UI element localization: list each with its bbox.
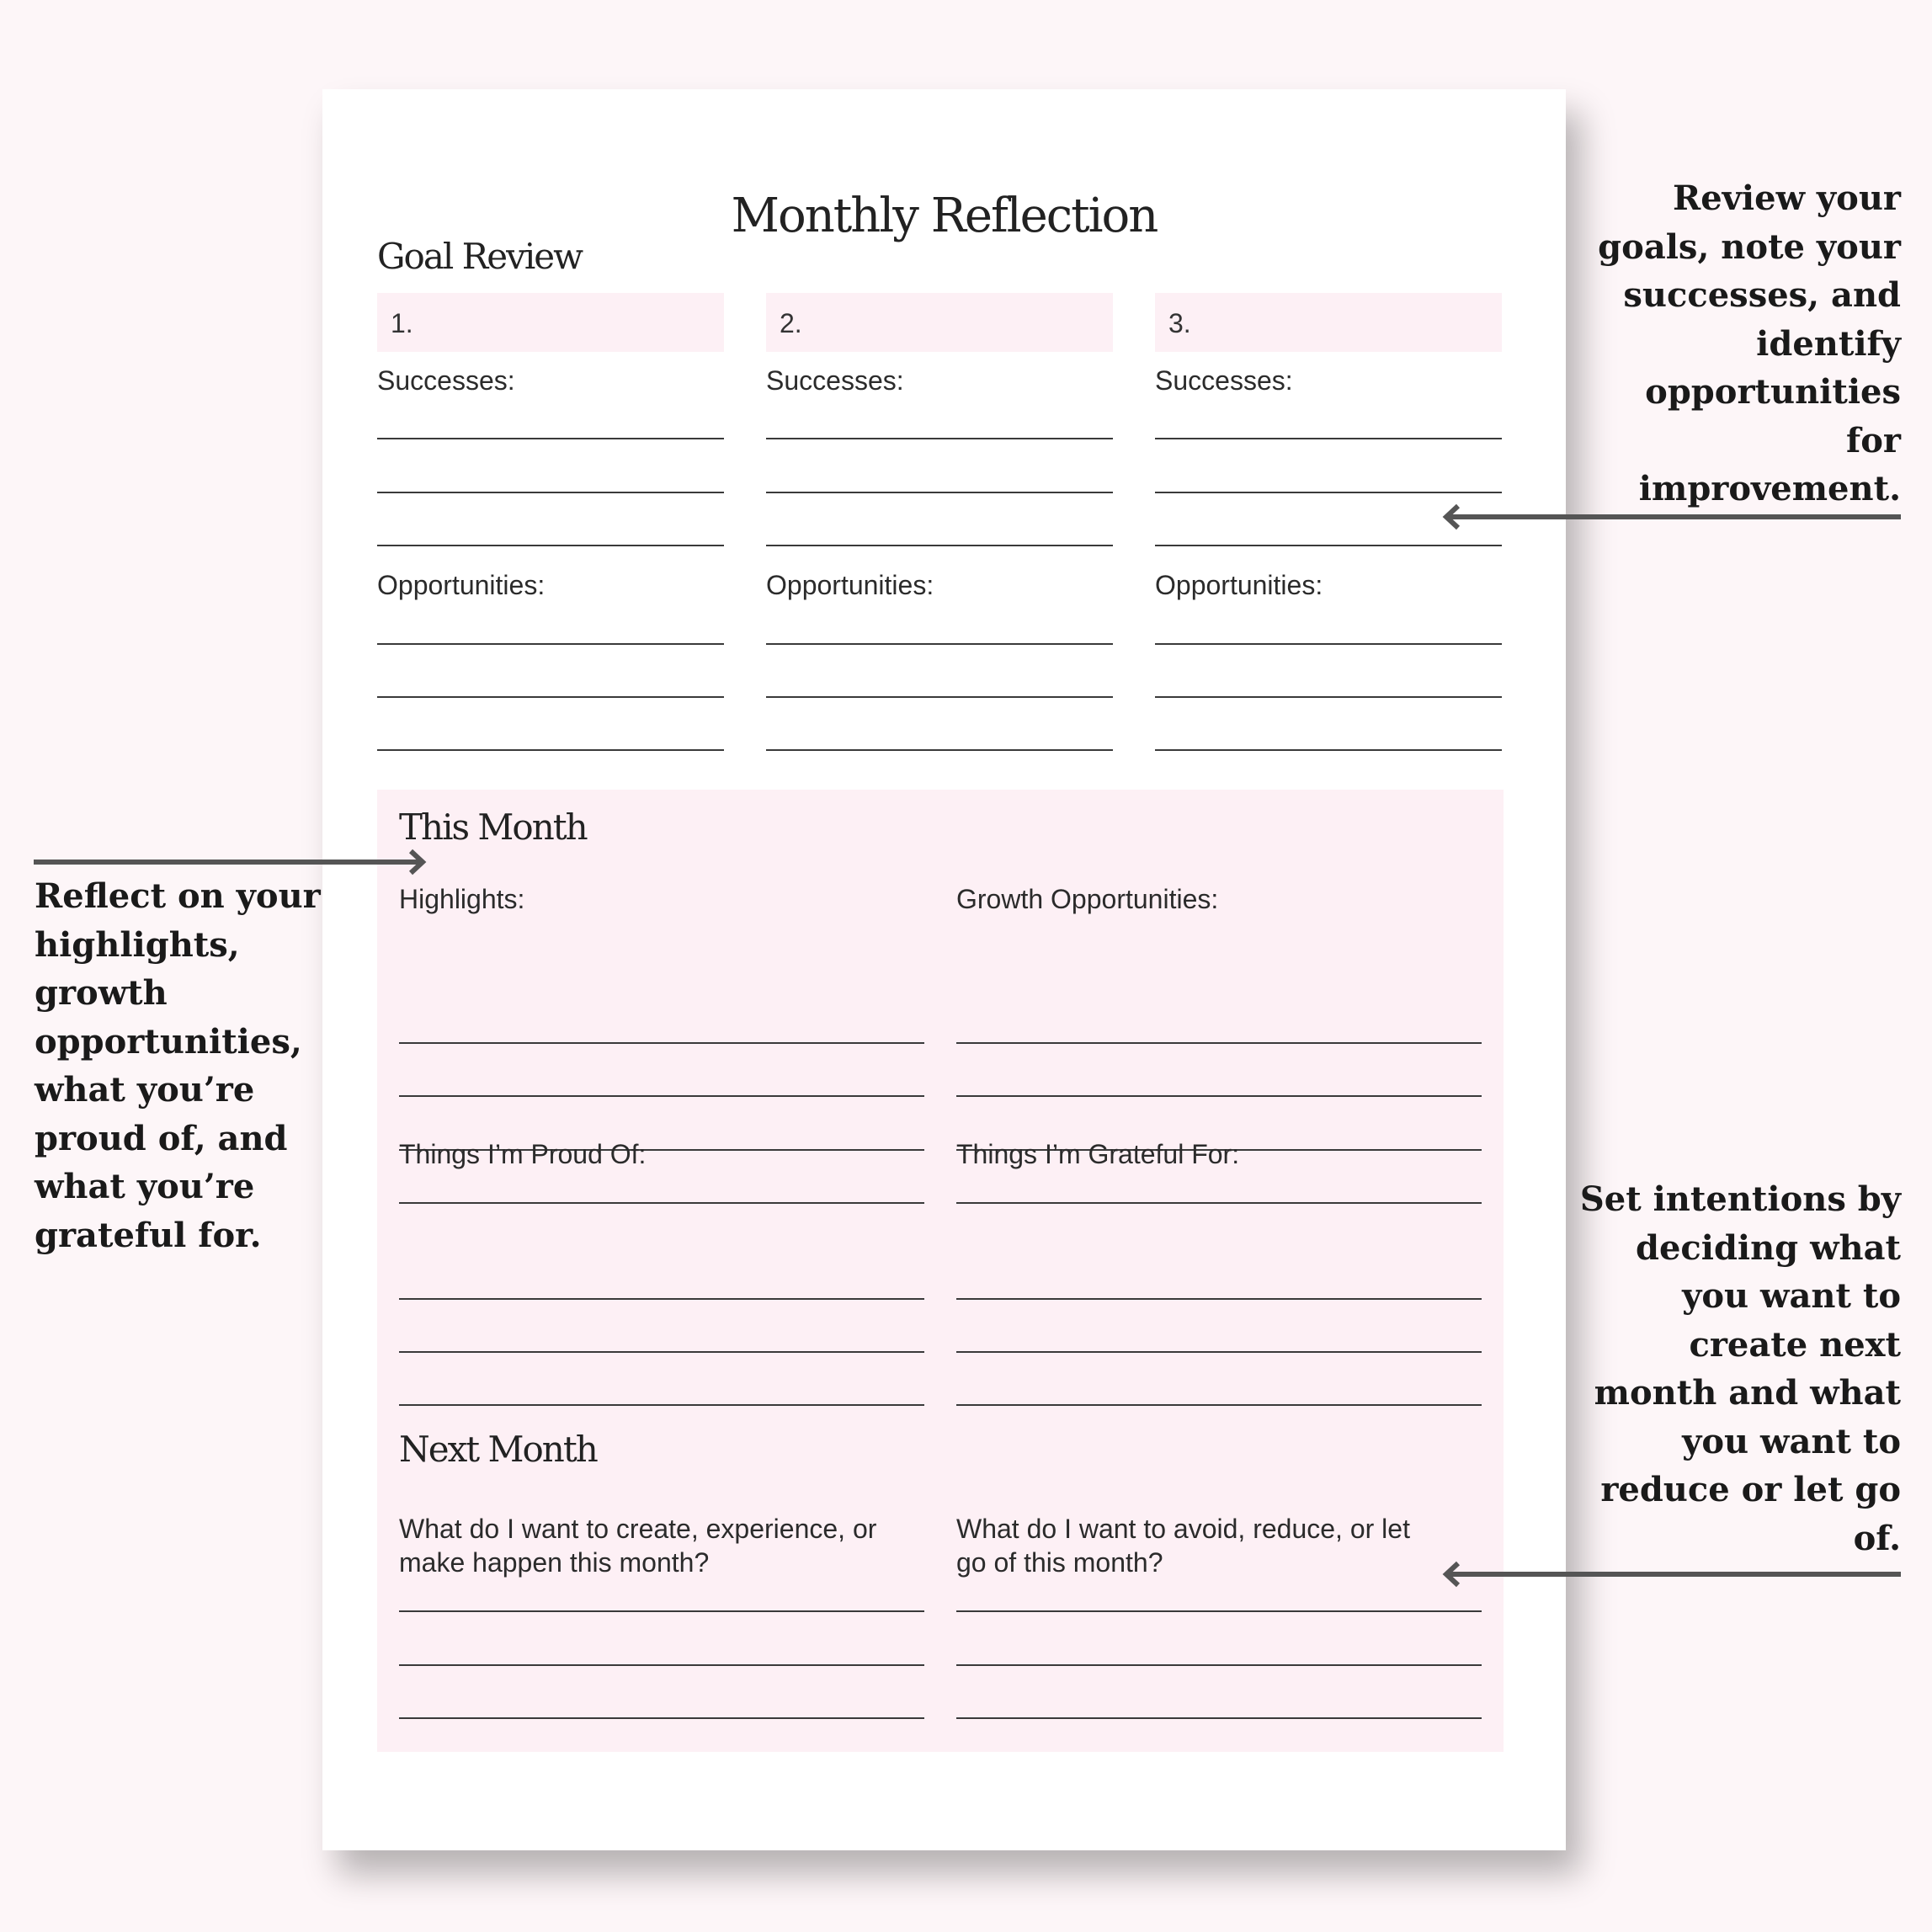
writing-line[interactable] <box>377 696 724 698</box>
writing-line[interactable] <box>766 492 1113 493</box>
writing-line[interactable] <box>399 1095 924 1097</box>
writing-line[interactable] <box>766 545 1113 546</box>
goal-column-2 <box>766 293 1113 352</box>
annotation-line: month and what <box>1594 1373 1901 1413</box>
annotation-line: for <box>1846 420 1901 460</box>
annotation-line: goals, note your <box>1598 226 1901 267</box>
left-arrow-icon <box>1441 1559 1903 1591</box>
create-question-line-1: What do I want to create, experience, or <box>399 1514 877 1544</box>
goal-column-3 <box>1155 293 1502 352</box>
annotation-line: Reflect on your <box>35 876 321 916</box>
successes-label-2: Successes: <box>766 365 904 396</box>
highlights-label: Highlights: <box>399 884 525 914</box>
annotation-line: deciding what <box>1635 1227 1901 1268</box>
writing-line[interactable] <box>399 1664 924 1666</box>
avoid-question-line-1: What do I want to avoid, reduce, or let <box>956 1514 1410 1544</box>
writing-line[interactable] <box>1155 492 1502 493</box>
annotation-line: Set intentions by <box>1579 1179 1901 1219</box>
proud-of-label: Things I’m Proud Of: <box>399 1139 647 1169</box>
opportunities-label-1: Opportunities: <box>377 570 546 600</box>
writing-line[interactable] <box>956 1351 1482 1353</box>
writing-line[interactable] <box>956 1664 1482 1666</box>
annotation-line: what you’re <box>35 1167 255 1206</box>
create-question-line-2: make happen this month? <box>399 1547 710 1578</box>
annotation-line: highlights, <box>35 924 240 965</box>
annotation-line: opportunities <box>1645 372 1901 412</box>
writing-line[interactable] <box>956 1042 1482 1044</box>
writing-line[interactable] <box>766 438 1113 439</box>
writing-line[interactable] <box>377 545 724 546</box>
annotation-line: improvement. <box>1638 469 1901 508</box>
writing-line[interactable] <box>956 1717 1482 1719</box>
worksheet-page <box>322 89 1566 1850</box>
writing-line[interactable] <box>377 643 724 645</box>
annotation-line: successes, and <box>1623 275 1901 315</box>
writing-line[interactable] <box>956 1610 1482 1612</box>
create-question-label <box>399 1512 876 1579</box>
writing-line[interactable] <box>956 1404 1482 1406</box>
writing-line[interactable] <box>956 1202 1482 1204</box>
writing-line[interactable] <box>766 643 1113 645</box>
writing-line[interactable] <box>377 492 724 493</box>
growth-opportunities-label: Growth Opportunities: <box>956 884 1219 914</box>
this-month-heading: This Month <box>399 806 587 848</box>
annotation-line: reduce or let go <box>1600 1470 1901 1509</box>
writing-line[interactable] <box>1155 643 1502 645</box>
annotation-line: grateful for. <box>35 1215 262 1255</box>
writing-line[interactable] <box>956 1298 1482 1300</box>
goal-column-1 <box>377 293 724 352</box>
left-arrow-icon <box>1441 502 1903 534</box>
successes-label-3: Successes: <box>1155 365 1293 396</box>
writing-line[interactable] <box>399 1351 924 1353</box>
avoid-question-line-2: go of this month? <box>956 1547 1163 1578</box>
writing-line[interactable] <box>399 1717 924 1719</box>
writing-line[interactable] <box>399 1404 924 1406</box>
annotation-line: you want to <box>1682 1276 1901 1316</box>
writing-line[interactable] <box>1155 696 1502 698</box>
annotation-line: identify <box>1756 323 1901 364</box>
annotation-line: growth <box>35 973 168 1013</box>
writing-line[interactable] <box>399 1042 924 1044</box>
next-month-annotation <box>1580 1175 1901 1562</box>
writing-line[interactable] <box>399 1202 924 1204</box>
next-month-heading: Next Month <box>399 1429 597 1470</box>
writing-line[interactable] <box>399 1610 924 1612</box>
annotation-line: proud of, and <box>35 1118 288 1158</box>
grateful-for-label: Things I’m Grateful For: <box>956 1139 1240 1169</box>
avoid-question-label <box>956 1512 1410 1579</box>
writing-line[interactable] <box>1155 438 1502 439</box>
writing-line[interactable] <box>377 438 724 439</box>
this-month-annotation <box>35 872 321 1259</box>
goal-1-field[interactable]: 1. <box>377 293 724 352</box>
goal-review-heading: Goal Review <box>377 236 583 277</box>
opportunities-label-3: Opportunities: <box>1155 570 1323 600</box>
goal-review-annotation <box>1598 174 1901 514</box>
opportunities-label-2: Opportunities: <box>766 570 934 600</box>
writing-line[interactable] <box>766 749 1113 751</box>
writing-line[interactable] <box>1155 749 1502 751</box>
writing-line[interactable] <box>1155 545 1502 546</box>
page-title: Monthly Reflection <box>731 189 1158 243</box>
successes-label-1: Successes: <box>377 365 515 396</box>
annotation-line: create next <box>1689 1324 1901 1365</box>
annotation-line: of. <box>1853 1518 1901 1558</box>
goal-3-field[interactable]: 3. <box>1155 293 1502 352</box>
annotation-line: Review your <box>1672 178 1901 218</box>
annotation-line: what you’re <box>35 1070 255 1110</box>
writing-line[interactable] <box>377 749 724 751</box>
annotation-line: opportunities, <box>35 1021 302 1062</box>
writing-line[interactable] <box>399 1298 924 1300</box>
reflection-panel <box>377 790 1504 1752</box>
goal-2-field[interactable]: 2. <box>766 293 1113 352</box>
writing-line[interactable] <box>956 1095 1482 1097</box>
writing-line[interactable] <box>766 696 1113 698</box>
annotation-line: you want to <box>1682 1421 1901 1461</box>
